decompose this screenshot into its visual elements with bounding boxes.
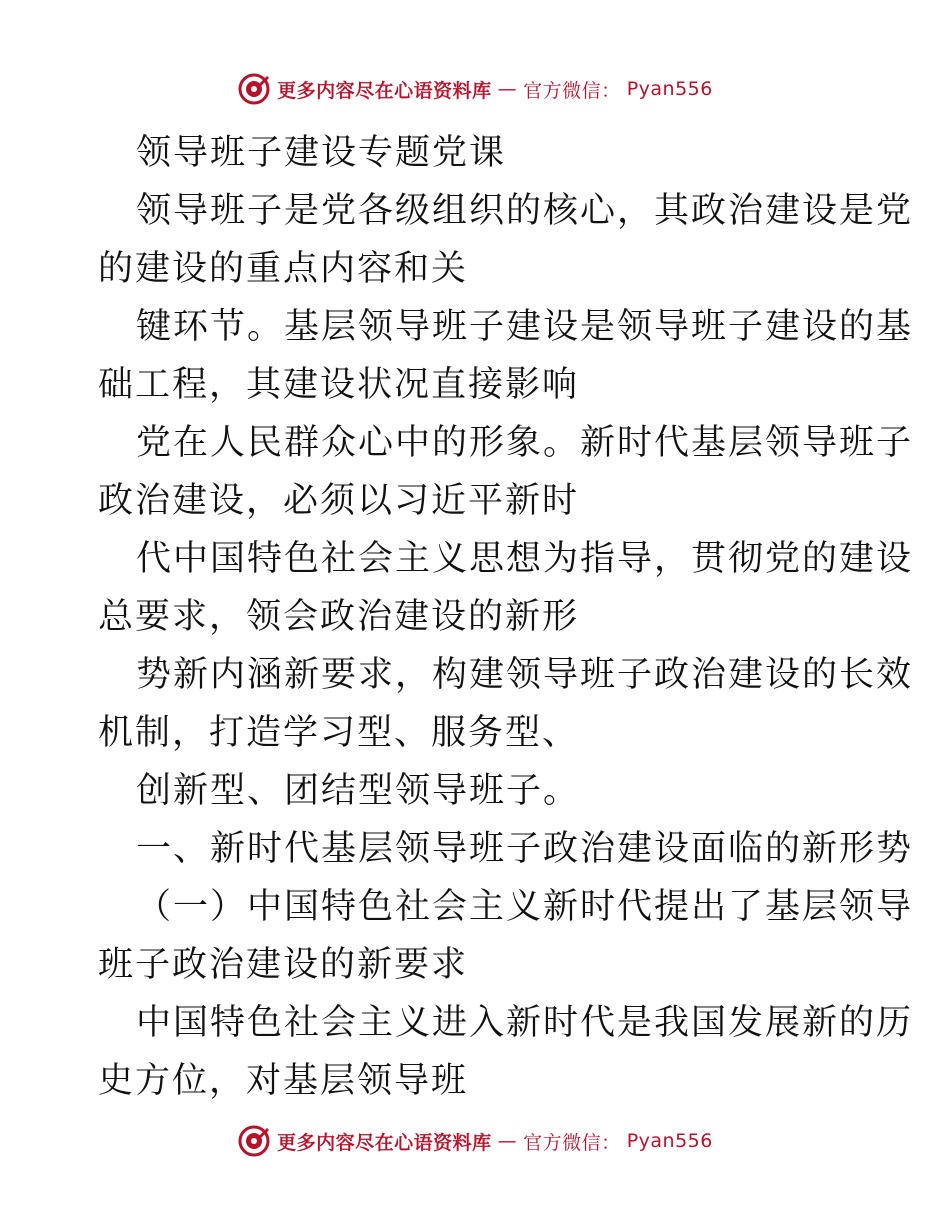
paragraph-line: 总要求，领会政治建设的新形 [98,597,580,637]
watermark-text: 更多内容尽在心语资料库 [277,79,492,102]
paragraph-line: 史方位，对基层领导班 [98,1061,469,1101]
document-body [98,124,914,1110]
pen-circle-icon [237,1124,271,1158]
document-title: 领导班子建设专题党课 [136,133,507,173]
paragraph-line: 代中国特色社会主义思想为指导，贯彻党的建设 [136,539,914,579]
watermark-separator: — [497,1130,518,1152]
paragraph-line: 机制，打造学习型、服务型、 [98,713,580,753]
watermark-official-label: 官方微信： [523,79,621,102]
watermark-footer [0,1124,950,1158]
paragraph-line: 中国特色社会主义进入新时代是我国发展新的历 [136,1003,914,1043]
watermark-official-label: 官方微信： [523,1131,621,1154]
paragraph-line: 政治建设，必须以习近平新时 [98,481,580,521]
watermark-separator: — [497,78,518,100]
subsection-heading-continued: 班子政治建设的新要求 [98,945,469,985]
paragraph-line: 势新内涵新要求，构建领导班子政治建设的长效 [136,655,914,695]
watermark-header [0,72,950,106]
paragraph-line: 键环节。基层领导班子建设是领导班子建设的基 [136,307,914,347]
paragraph-line: 领导班子是党各级组织的核心，其政治建设是党 [136,191,914,231]
paragraph-line: 础工程，其建设状况直接影响 [98,365,580,405]
watermark-handle: Pyan556 [626,78,713,100]
section-heading: 一、新时代基层领导班子政治建设面临的新形势 [136,829,914,869]
paragraph-line: 党在人民群众心中的形象。新时代基层领导班子 [136,423,914,463]
watermark-handle: Pyan556 [626,1130,713,1152]
paragraph-line: 的建设的重点内容和关 [98,249,469,289]
paragraph-line: 创新型、团结型领导班子。 [136,771,581,811]
pen-circle-icon [237,72,271,106]
watermark-text: 更多内容尽在心语资料库 [277,1131,492,1154]
subsection-heading: （一）中国特色社会主义新时代提出了基层领导 [136,887,914,927]
